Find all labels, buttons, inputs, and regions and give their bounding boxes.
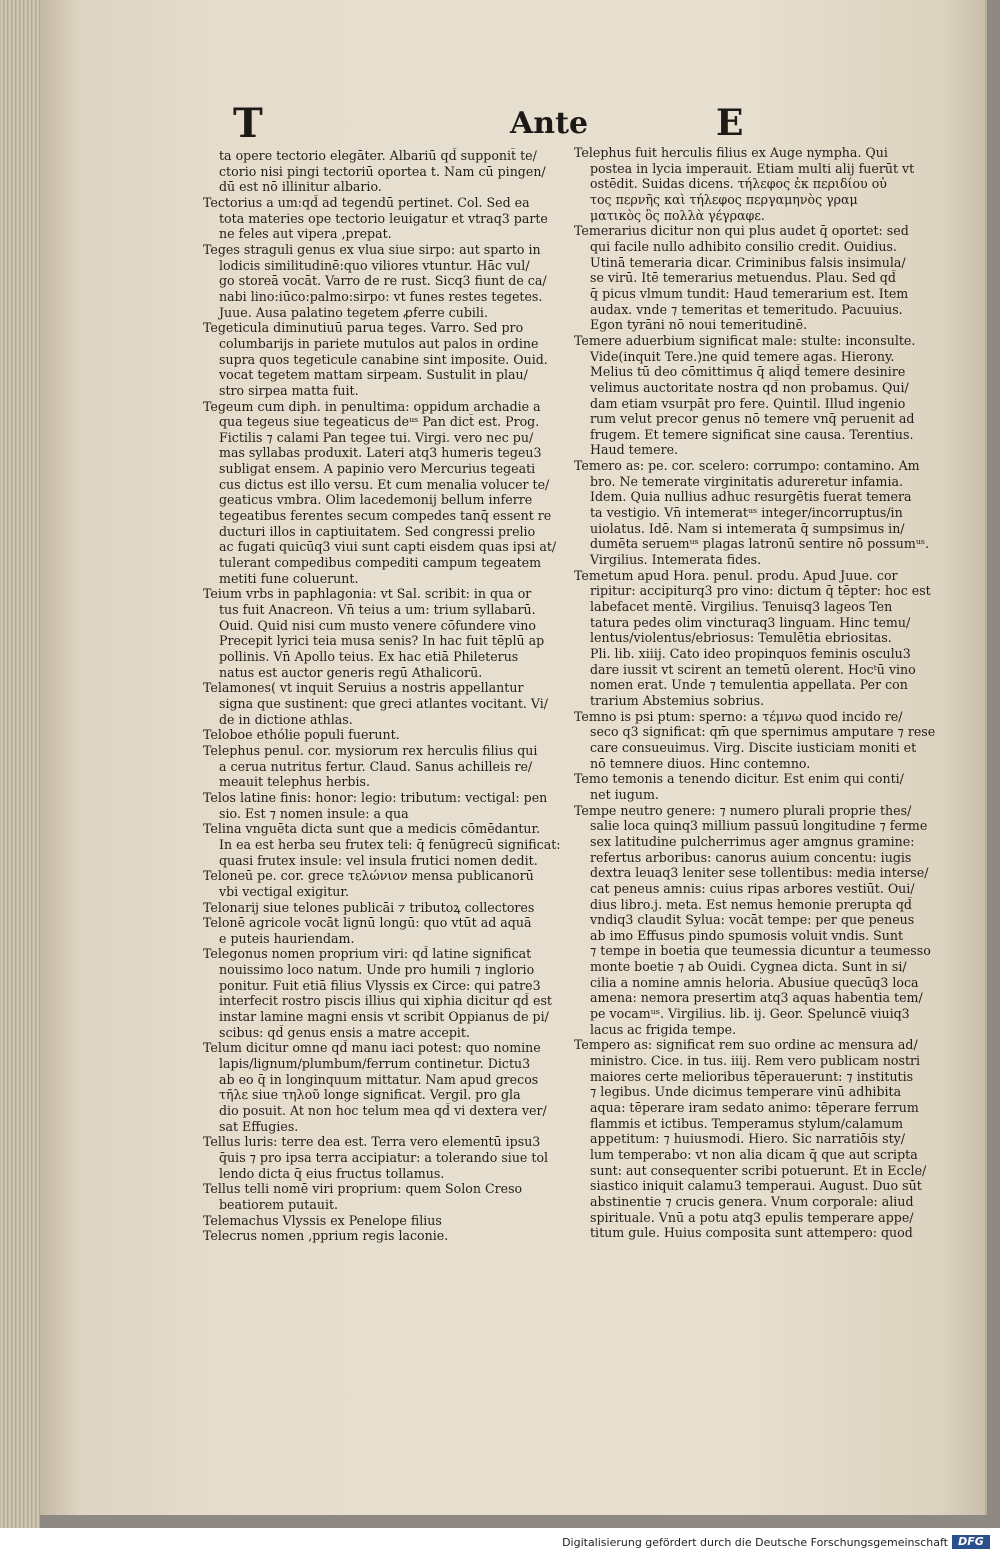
text-line: Utinā temeraria dicar. Criminibus falsis insimula/	[590, 254, 906, 270]
text-line: meauit telephus herbis.	[219, 774, 370, 790]
text-line: nabi lino:iūco:palmo:sirpo: vt funes restes tegetes.	[219, 288, 543, 304]
text-line: q̄ picus vlmum tundit: Haud temerarium est. Item	[590, 285, 909, 301]
text-line: dam etiam vsurpāt pro fere. Quintil. Illud ingenio	[590, 395, 906, 411]
text-line: beatiorem putauit.	[219, 1196, 339, 1212]
text-line: vocat tegetem mattam sirpeam. Sustulit in plau/	[219, 367, 528, 383]
text-line: ta vestigio. Vn̄ intemeratᵘˢ integer/incorruptus/in	[590, 505, 903, 521]
entry-headword-line: Telos latine finis: honor: legio: tributum: vectigal: pen	[203, 789, 548, 805]
text-line: bro. Ne temerate virginitatis adureretur infamia.	[590, 473, 904, 489]
text-line: tatura pedes olim vincturaq3 linguam. Hinc temu/	[590, 614, 911, 630]
entry-headword-line: Temerarius dicitur non qui plus audet q̄ oportet: sed	[574, 223, 909, 239]
text-line: Egon tyrāni nō noui temeritudinē.	[590, 317, 808, 333]
text-line: dare iussit vt scirent an temetū olerent. Hocᵗū vino	[590, 661, 916, 677]
entry-headword-line: Temo temonis a tenendo dicitur. Est enim qui conti/	[574, 771, 904, 787]
text-line: go storeā vocāt. Varro de re rust. Sicq3 fiunt de ca/	[219, 273, 547, 289]
text-line: dumēta seruemᵘˢ plagas latronū sentire nō possumᵘˢ.	[590, 536, 930, 552]
entry-headword-line: Telephus fuit herculis filius ex Auge nympha. Qui	[574, 145, 888, 160]
text-line: Fictilis ⁊ calami Pan tegee tui. Virgi. vero nec pu/	[219, 429, 534, 445]
text-line: cat peneus amnis: cuius ripas arbores vestiūt. Oui/	[590, 880, 915, 896]
text-line: tegeatibus ferentes secum compedes tanq̄ essent re	[219, 508, 552, 524]
text-line: sunt: aut consequenter scribi potuerunt. Et in Eccle/	[590, 1162, 927, 1178]
text-line: aqua: tēperare iram sedato animo: tēperare ferrum	[590, 1100, 919, 1116]
text-line: Melius tū deo cōmittimus q̄ aliqd̄ temere desinire	[590, 364, 906, 380]
text-line: dextra leuaq3 leniter sese tollentibus: media interse/	[590, 865, 929, 881]
entry-headword-line: Telemachus Vlyssis ex Penelope filius	[203, 1212, 442, 1228]
text-line: τῆλε siue τηλοῦ longe significat. Vergil. pro gla	[219, 1087, 521, 1103]
text-line: Haud temere.	[590, 442, 679, 458]
text-line: a cerua nutritus fertur. Claud. Sanus achilleis re/	[219, 758, 533, 774]
text-line: amena: nemora presertim atq3 aquas habentia tem/	[590, 990, 923, 1006]
text-line: ab imo Effusus pindo spumosis voluit vndis. Sunt	[590, 927, 904, 943]
text-line: ta opere tectorio elegāter. Albariū qd̄ supponit̄ te/	[219, 148, 537, 163]
text-line: maiores certe melioribus tēperauerunt: ⁊ institutis	[590, 1068, 914, 1084]
entry-headword-line: Telecrus nomen ,pprium regis laconie.	[203, 1228, 449, 1244]
text-line: mas syllabas produxit. Lateri atq3 humeris tegeu3	[219, 445, 542, 461]
text-line: de in dictione athlas.	[219, 711, 353, 727]
text-line: sio. Est ⁊ nomen insule: a qua	[219, 805, 409, 821]
text-line: care consueuimus. Virg. Discite iusticiam moniti et	[590, 739, 917, 755]
text-line: dius libro.j. meta. Est nemus hemonie prerupta qd̄	[590, 896, 912, 912]
text-line: seco q3 significat: qm̄ que spernimus amputare ⁊ rese	[590, 724, 936, 740]
entry-headword-line: Tellus telli nomē viri proprium: quem Solon Creso	[203, 1181, 523, 1197]
text-line: ostēdit. Suidas dicens. τήλεφος ἐκ περιδίου οὐ	[590, 176, 887, 192]
text-line: Ouid. Quid nisi cum musto venere cōfundere vino	[219, 617, 536, 633]
text-line: vndiq3 claudit Sylua: vocāt tempe: per que peneus	[590, 912, 915, 928]
right-text-column	[574, 145, 939, 1241]
show-through-bleed	[250, 100, 1000, 140]
entry-headword-line: Telum dicitur omne qd̄ manu iaci potest: quo nomine	[203, 1040, 541, 1056]
entry-headword-line: Teium vrbs in paphlagonia: vt Sal. scribit: in qua or	[203, 586, 532, 602]
text-line: lapis/lignum/plumbum/ferrum continetur. Dictu3	[219, 1056, 531, 1072]
text-line: pollinis. Vn̄ Apollo teius. Ex hac etiā Phileterus	[219, 649, 519, 664]
text-line: In ea est herba seu frutex teli: q̄ fenūgrecū significat:	[219, 836, 561, 852]
text-line: postea in lycia imperauit. Etiam multi alij fuerūt vt	[590, 160, 915, 176]
text-line: cus dictus est illo versu. Et cum menalia volucer te/	[219, 476, 550, 492]
entry-headword-line: Temetum apud Hora. penul. produ. Apud Juue. cor	[574, 567, 898, 583]
entry-headword-line: Teges straguli genus ex vlua siue sirpo: aut sparto in	[203, 241, 541, 257]
text-line: nouissimo loco natum. Unde pro humili ⁊ inglorio	[219, 962, 535, 978]
text-line: frugem. Et temere significat sine causa. Terentius.	[590, 426, 914, 442]
text-line: appetitum: ⁊ huiusmodi. Hiero. Sic narratiōis sty/	[590, 1131, 906, 1147]
text-line: nō temnere diuos. Hinc contemno.	[590, 755, 811, 771]
text-line: subligat ensem. A papinio vero Mercurius tegeati	[219, 461, 536, 477]
entry-headword-line: Tellus luris: terre dea est. Terra vero elementū ipsu3	[203, 1134, 541, 1150]
text-line: abstinentie ⁊ crucis genera. Vnum corporale: aliud	[590, 1193, 914, 1209]
text-line: rum velut precor genus nō temere vnq̄ peruenit ad	[590, 411, 915, 427]
text-line: tus fuit Anacreon. Vn̄ teius a um: trium syllabarū.	[219, 602, 536, 618]
stacked-leaf-edges	[0, 0, 40, 1528]
text-line: audax. vnde ⁊ temeritas et temeritudo. Pacuuius.	[590, 301, 903, 317]
footer-bar	[0, 1528, 1000, 1555]
text-line: Vide(inquit Tere.)ne quid temere agas. Hierony.	[590, 348, 895, 364]
entry-headword-line: Tempe neutro genere: ⁊ numero plurali proprie thes/	[574, 802, 912, 818]
text-line: labefacet mentē. Virgilius. Tenuisq3 lageos Ten	[590, 599, 893, 615]
text-line: uiolatus. Idē. Nam si intemerata q̄ sumpsimus in/	[590, 520, 905, 536]
text-line: stro sirpea matta fuit.	[219, 382, 359, 398]
text-line: refertus arboribus: canorus auium concentu: iugis	[590, 849, 912, 865]
text-line: ducturi illos in captiuitatem. Sed congressi prelio	[219, 523, 536, 539]
text-line: ac fugati quicūq3 viui sunt capti eisdem quas ipsi at/	[219, 539, 557, 555]
text-line: monte boetie ⁊ ab Ouidi. Cygnea dicta. Sunt in si/	[590, 959, 907, 975]
dfg-logo: DFG	[952, 1535, 990, 1549]
text-line: supra quos tegeticule canabine sint imposite. Ouid.	[219, 351, 548, 367]
entry-headword-line: Temero as: pe. cor. scelero: corrumpo: contamino. Am	[574, 458, 920, 474]
text-line: lacus ac frigida tempe.	[590, 1021, 737, 1037]
text-line: lodicis similitudinē:quo viliores vtuntur. Hāc vul/	[219, 257, 530, 273]
text-line: dio posuit. At non hoc telum mea qd̄ vi dextera ver/	[219, 1103, 547, 1119]
text-line: quasi frutex insule: vel insula frutici nomen dedit.	[219, 852, 538, 868]
text-line: ripitur: accipiturq3 pro vino: dictum q̄ tēpter: hoc est	[590, 583, 931, 599]
text-line: q̄uis ⁊ pro ipsa terra accipiatur: a tolerando siue tol	[219, 1150, 549, 1165]
header-title: Ante	[510, 106, 589, 141]
text-line: lendo dicta q̄ eius fructus tollamus.	[219, 1165, 445, 1181]
entry-headword-line: Telina vnguēta dicta sunt que a medicis cōmēdantur.	[203, 821, 541, 837]
entry-headword-line: Telonē agricole vocāt lignū longū: quo vtūt ad aquā	[203, 915, 532, 931]
entry-headword-line: Tegeum cum diph. in penultima: oppidum archadie a	[203, 398, 541, 414]
text-line: spirituale. Vnū a potu atq3 epulis temperare appe/	[590, 1209, 914, 1225]
text-line: e puteis hauriendam.	[219, 930, 355, 946]
text-line: tota materies ope tectorio leuigatur et vtraq3 parte	[219, 210, 548, 226]
text-line: cilia a nomine amnis heloria. Abusiue quecūq3 loca	[590, 974, 919, 990]
text-line: dū est nō illinitur albario.	[219, 179, 382, 195]
text-line: ⁊ legibus. Unde dicimus temperare vinū adhibita	[590, 1084, 902, 1100]
text-line: qui facile nullo adhibito consilio credit. Ouidius.	[590, 238, 897, 254]
text-line: sat Effugies.	[219, 1118, 299, 1134]
text-line: tulerant compedibus compediti campum tegeatem	[219, 555, 542, 571]
text-line: siastico iniquit calamu3 temperaui. August. Duo sūt	[590, 1178, 922, 1194]
text-line: Virgilius. Intemerata fides.	[590, 552, 762, 568]
text-line: lum temperabo: vt non alia dicam q̄ que aut scripta	[590, 1147, 918, 1162]
entry-headword-line: Telamones( vt inquit Seruius a nostris appellantur	[203, 680, 524, 696]
text-line: se virū. Itē temerarius metuendus. Plau. Sed qd̄	[590, 270, 896, 286]
text-line: Precepit lyrici teia musa senis? In hac fuit tēplū ap	[219, 633, 545, 649]
entry-headword-line: Temno is psi ptum: sperno: a τέμνω quod incido re/	[574, 708, 903, 724]
entry-headword-line: Tectorius a um:qd̄ ad tegendū pertinet. Col. Sed ea	[203, 194, 530, 210]
text-line: instar lamine magni ensis vt scribit Oppianus de pi/	[219, 1009, 549, 1025]
text-line: Idem. Quia nullius adhuc resurgētis fuerat temera	[590, 489, 912, 505]
text-line: salie loca quinq3 millium passuū longitudine ⁊ ferme	[590, 818, 928, 834]
left-text-column	[203, 148, 568, 1244]
header-left-initial: T	[233, 100, 263, 147]
text-line: titum gule. Huius composita sunt attempero: quod	[590, 1225, 913, 1241]
entry-headword-line: Temere aduerbium significat male: stulte: inconsulte.	[574, 332, 916, 348]
text-line: ctorio nisi pingi tectoriū oportea t. Nam cū pingen/	[219, 163, 546, 179]
entry-headword-line: Telephus penul. cor. mysiorum rex herculis filius qui	[203, 742, 538, 758]
text-line: sex latitudine pulcherrimus ager amgnus gramine:	[590, 833, 915, 849]
text-line: vbi vectigal exigitur.	[219, 883, 350, 899]
text-line: ματικὸς ὃς πολλὰ γέγραφε.	[590, 207, 765, 223]
entry-headword-line: Tegeticula diminutiuū parua teges. Varro. Sed pro	[203, 320, 524, 336]
text-line: ponitur. Fuit etiā filius Vlyssis ex Circe: qui patre3	[219, 977, 541, 993]
text-line: qua tegeus siue tegeaticus deᵘˢ Pan dict̄ est. Prog.	[219, 414, 540, 430]
entry-headword-line: Telonarij siue telones publicāi ⁊ tributoꝝ collectores	[203, 899, 535, 915]
text-line: geaticus vmbra. Olim lacedemonij bellum inferre	[219, 492, 533, 508]
text-line: pe vocamᵘˢ. Virgilius. lib. ij. Geor. Speluncē viuiq3	[590, 1006, 910, 1022]
text-line: lentus/violentus/ebriosus: Temulētia ebriositas.	[590, 630, 892, 646]
text-line: trarium Abstemius sobrius.	[590, 692, 765, 708]
text-line: signa que sustinent: que greci atlantes vocitant. Vi/	[219, 695, 549, 711]
entry-headword-line: Teloboe ethólie populi fuerunt.	[203, 727, 400, 743]
entry-headword-line: Telegonus nomen proprium viri: qd̄ latine significat	[203, 946, 532, 962]
text-line: columbarijs in pariete mutulos aut palos in ordine	[219, 335, 539, 351]
text-line: metiti fune coluerunt.	[219, 570, 359, 586]
text-line: nomen erat. Unde ⁊ temulentia appellata. Per con	[590, 677, 908, 693]
text-line: ministro. Cice. in tus. iiij. Rem vero publicam nostri	[590, 1053, 921, 1069]
text-line: flammis et ictibus. Temperamus stylum/calamum	[590, 1115, 904, 1131]
text-line: ab eo q̄ in longinquum mittatur. Nam apud grecos	[219, 1071, 539, 1087]
text-line: scibus: qd̄ genus ensis a matre accepit.	[219, 1024, 470, 1040]
text-line: interfecit rostro piscis illius qui xiphia dicitur qd̄ est	[219, 993, 552, 1009]
text-line: velimus auctoritate nostra qd̄ non probamus. Qui/	[590, 379, 909, 395]
text-line: τος περνῆς καὶ τήλεφος περγαμηνὸς γραμ	[590, 191, 858, 207]
text-line: natus est auctor generis regū Athalicorū.	[219, 664, 483, 680]
funding-notice: Digitalisierung gefördert durch die Deutsche Forschungsgemeinschaft	[562, 1536, 948, 1549]
text-line: net iugum.	[590, 786, 659, 802]
text-line: ⁊ tempe in boetia que teumessia dicuntur a teumesso	[590, 943, 931, 959]
text-line: Pli. lib. xiiij. Cato ideo propinquos feminis osculu3	[590, 646, 911, 661]
entry-headword-line: Tempero as: significat rem suo ordine ac mensura ad/	[574, 1037, 918, 1053]
text-line: Juue. Ausa palatino tegetem ꝓferre cubili.	[219, 304, 488, 320]
text-line: ne feles aut vipera ,prepat.	[219, 226, 392, 242]
entry-headword-line: Teloneū pe. cor. grece τελώνιον mensa publicanorū	[203, 868, 534, 884]
header-right-initial: E	[716, 102, 744, 144]
